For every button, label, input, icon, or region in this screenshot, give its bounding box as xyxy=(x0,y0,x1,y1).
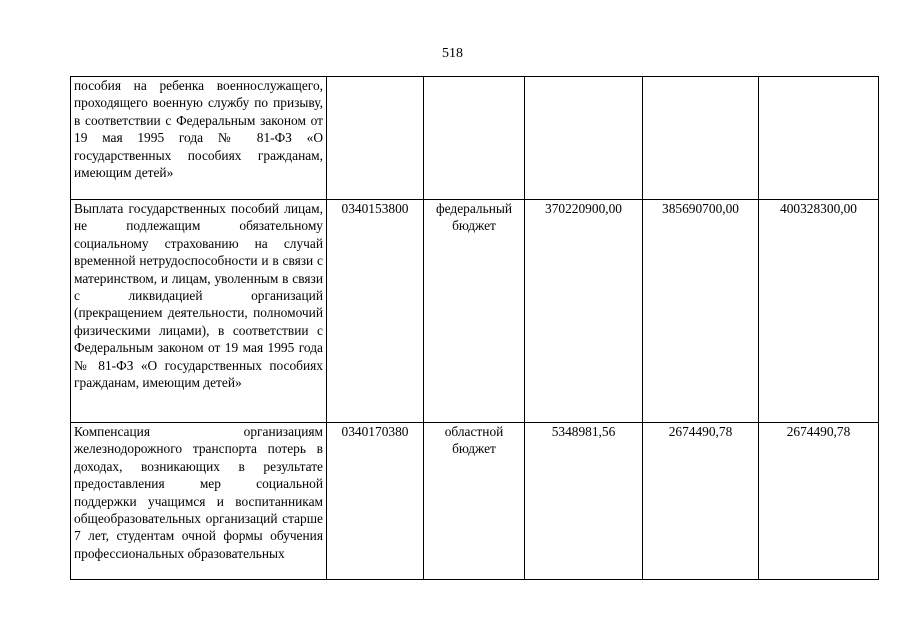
budget-code-cell: 0340170380 xyxy=(327,423,424,580)
budget-code-cell: 0340153800 xyxy=(327,200,424,423)
funding-source-cell: федеральный бюджет xyxy=(424,200,525,423)
funding-source-cell: областной бюджет xyxy=(424,423,525,580)
amount-year-2-cell: 385690700,00 xyxy=(643,200,759,423)
funding-source-cell xyxy=(424,77,525,200)
measure-name-cell: Выплата государственных пособий лицам, не подлежащим обязательному социальному страхованию на случай временной нетрудоспособности и в связи с материнством, и лицам, уволенным в связи с ликвидацией организаций (прекращением деятельности, полномочий физическими лицами), в соответствии с Федеральным законом от 19 мая 1995 года № 81-ФЗ «О государственных пособиях гражданам, имеющим детей» xyxy=(71,200,327,423)
budget-table xyxy=(70,76,879,580)
amount-year-1-cell: 370220900,00 xyxy=(525,200,643,423)
table-row xyxy=(71,200,879,423)
measure-name-cell: Компенсация организациям железнодорожного транспорта потерь в доходах, возникающих в результате предоставления мер социальной поддержки учащимся и воспитанникам общеобразовательных организаций старше 7 лет, студентам очной формы обучения профессиональных образовательных xyxy=(71,423,327,580)
table-row xyxy=(71,77,879,200)
budget-code-cell xyxy=(327,77,424,200)
page-number: 518 xyxy=(442,46,463,61)
amount-year-3-cell: 2674490,78 xyxy=(759,423,879,580)
amount-year-1-cell: 5348981,56 xyxy=(525,423,643,580)
measure-name-cell: пособия на ребенка военнослужащего, проходящего военную службу по призыву, в соответствии с Федеральным законом от 19 мая 1995 года № 81-ФЗ «О государственных пособиях гражданам, имеющим детей» xyxy=(71,77,327,200)
amount-year-1-cell xyxy=(525,77,643,200)
amount-year-3-cell xyxy=(759,77,879,200)
amount-year-3-cell: 400328300,00 xyxy=(759,200,879,423)
amount-year-2-cell xyxy=(643,77,759,200)
table-row xyxy=(71,423,879,580)
amount-year-2-cell: 2674490,78 xyxy=(643,423,759,580)
